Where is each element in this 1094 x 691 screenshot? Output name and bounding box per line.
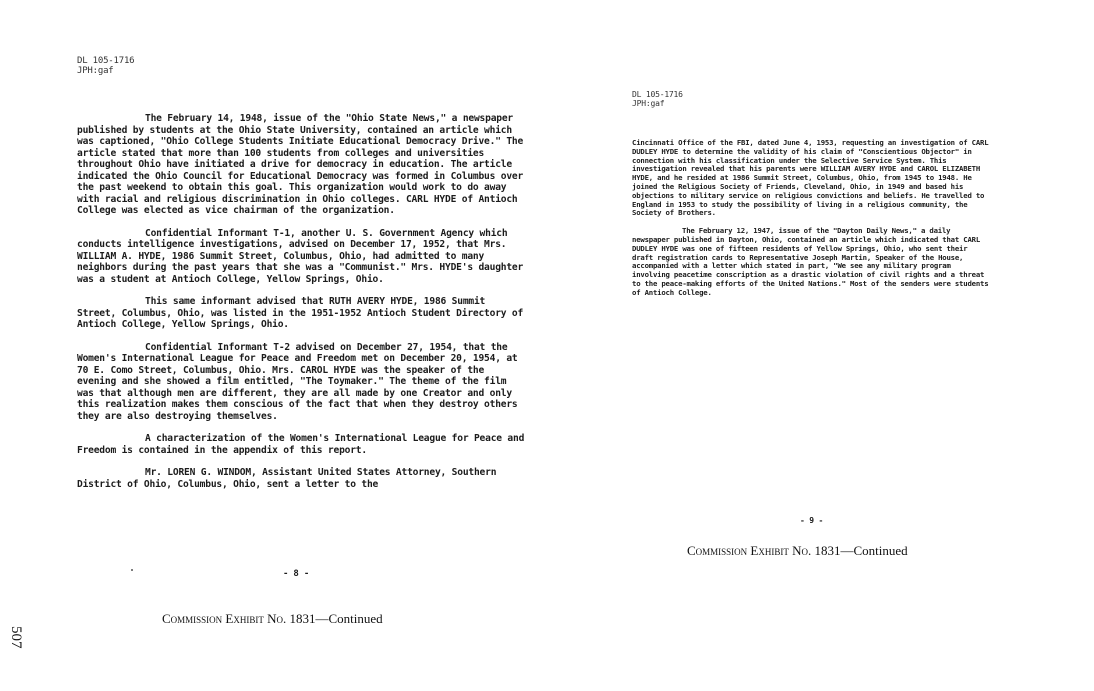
left-body-text (77, 113, 527, 501)
paragraph-informant-t2: Confidential Informant T-2 advised on December 27, 1954, that the Women's International League for Peace and Freedom met on December 20, 1954, at 70 E. Como Street, Columbus, Ohio. Mrs. CAROL HYDE was the speaker of the evening and she showed a film entitled, "The Toymaker." The theme of the film was that although men are different, they are all made by one Creator and only this realization makes them conscious of the fact that when they destroy others they are also destroying themselves. (77, 341, 518, 422)
right-page-number: - 9 - (800, 516, 824, 525)
paragraph-characterization: A characterization of the Women's International League for Peace and Freedom is contained in the appendix of this report. (77, 433, 525, 456)
paragraph-student-directory: This same informant advised that RUTH AVERY HYDE, 1986 Summit Street, Columbus, Ohio, was listed in the 1951-1952 Antioch Student Directory of Antioch College, Yellow Springs, Ohio. (77, 296, 524, 330)
right-caption-suffix: —Continued (840, 543, 908, 558)
paragraph-ohio-state-news: The February 14, 1948, issue of the "Ohio State News," a newspaper published by students at the Ohio State University, contained an article which was captioned, "Ohio College Students Initiate Educational Democracy Drive." The article stated that more than 100 students from colleges and universities throughout Ohio have initiated a drive for democracy in education. The article indicated the Ohio Council for Educational Democracy was formed in Columbus over the past weekend to obtain this goal. This organization would work to do away with racial and religious discrimination in Ohio colleges. CARL HYDE of Antioch College was elected as vice chairman of the organization. (77, 113, 524, 216)
paragraph-dayton-daily-news: The February 12, 1947, issue of the "Dayton Daily News," a daily newspaper published in Dayton, Ohio, contained an article which indicated that CARL DUDLEY HYDE was one of fifteen residents of Yellow Springs, Ohio, who sent their draft registration cards to Representative Joseph Martin, Speaker of the House, accompanied with a letter which stated in part, "We see any military program involving peacetime conscription as a drastic violation of civil rights and a threat to the peace-making efforts of the United Nations." Most of the senders were students of Antioch College. (632, 226, 989, 297)
left-file-number: DL 105-1716 (77, 56, 135, 66)
folio-number: 507 (8, 626, 24, 649)
right-document-page (560, 0, 1094, 691)
right-exhibit-caption (687, 543, 908, 559)
paragraph-windom-letter: Mr. LOREN G. WINDOM, Assistant United States Attorney, Southern District of Ohio, Columbus, Ohio, sent a letter to the (77, 467, 497, 490)
left-page-number: - 8 - (283, 569, 310, 579)
ink-speck (131, 569, 133, 571)
right-file-reference (632, 90, 683, 108)
left-file-initials: JPH:gaf (77, 66, 114, 76)
paragraph-informant-t1: Confidential Informant T-1, another U. S. Government Agency which conducts intelligence investigations, advised on December 17, 1952, that Mrs. WILLIAM A. HYDE, 1986 Summit Street, Columbus, Ohio, had admitted to many neighbors during the past years that she was a "Communist." Mrs. HYDE's daughter was a student at Antioch College, Yellow Springs, Ohio. (77, 227, 524, 285)
paragraph-cincinnati-office: Cincinnati Office of the FBI, dated June 4, 1953, requesting an investigation of CARL DUDLEY HYDE to determine the validity of his claim of "Conscientious Objector" in connection with his classification under the Selective Service System. This investigation revealed that his parents were WILLIAM AVERY HYDE and CAROL ELIZABETH HYDE, and he resided at 1986 Summit Street, Columbus, Ohio, from 1945 to 1948. He joined the Religious Society of Friends, Cleveland, Ohio, in 1949 and based his objections to military service on religious convictions and beliefs. He travelled to England in 1953 to study the possibility of living in a religious community, the Society of Brothers. (632, 138, 989, 218)
left-caption-suffix: —Continued (315, 611, 383, 626)
right-file-initials: JPH:gaf (632, 99, 665, 108)
right-caption-main: Commission Exhibit No. 1831 (687, 543, 841, 558)
right-body-text (632, 139, 992, 307)
left-exhibit-caption (162, 611, 383, 627)
right-file-number: DL 105-1716 (632, 90, 683, 99)
left-caption-main: Commission Exhibit No. 1831 (162, 611, 316, 626)
left-file-reference (77, 56, 134, 76)
